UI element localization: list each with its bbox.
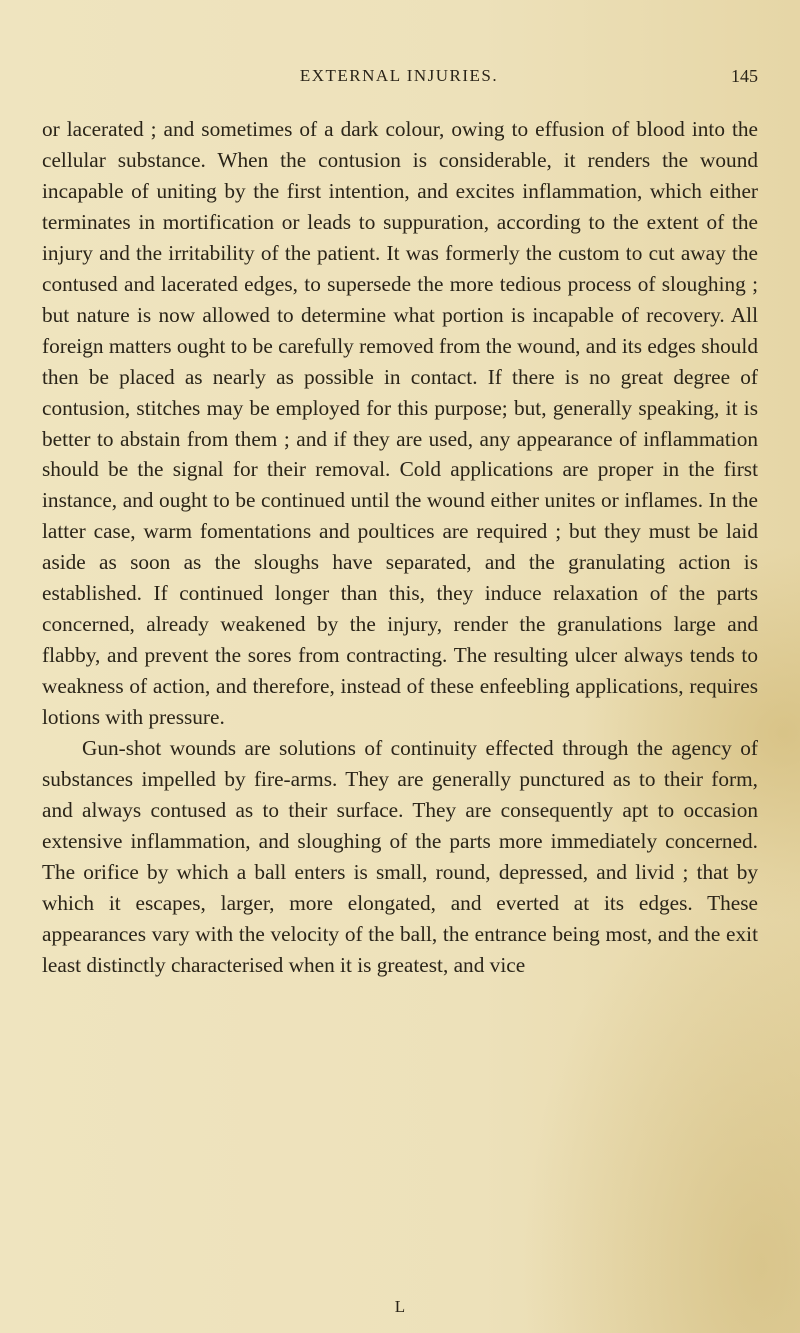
paragraph-2: Gun-shot wounds are solutions of continuity effected through the agency of substances impelled by fire-arms. They are generally punctured as to their form, and always contused as to their surface. They are consequently apt to occasion extensive inflammation, and sloughing of the parts more immediately concerned. The orifice by which a ball enters is small, round, depressed, and livid ; that by which it escapes, larger, more elongated, and everted at its edges. These appearances vary with the velocity of the ball, the entrance being most, and the exit least distinctly characterised when it is greatest, and vice	[42, 736, 758, 977]
signature-mark: L	[394, 1297, 406, 1316]
paragraph-1: or lacerated ; and sometimes of a dark colour, owing to effusion of blood into the cellular substance. When the contusion is considerable, it renders the wound incapable of uniting by the first intention, and excites inflammation, which either terminates in mortification or leads to suppuration, according to the extent of the injury and the irritability of the patient. It was formerly the custom to cut away the contused and lacerated edges, to supersede the more tedious process of sloughing ; but nature is now allowed to determine what portion is incapable of recovery. All foreign matters ought to be carefully removed from the wound, and its edges should then be placed as nearly as possible in contact. If there is no great degree of contusion, stitches may be employed for this purpose; but, generally speaking, it is better to abstain from them ; and if they are used, any appearance of inflammation should be the signal for their removal. Cold applications are proper in the first instance, and ought to be continued until the wound either unites or inflames. In the latter case, warm fomentations and poultices are required ; but they must be laid aside as soon as the sloughs have separated, and the granulating action is established. If continued longer than this, they induce relaxation of the parts concerned, already weakened by the injury, render the granulations large and flabby, and prevent the sores from contracting. The resulting ulcer always tends to weakness of action, and therefore, instead of these enfeebling applications, requires lotions with pressure.	[42, 117, 758, 730]
body-text	[42, 114, 758, 981]
running-title: EXTERNAL INJURIES.	[299, 66, 499, 85]
running-head	[40, 66, 758, 96]
page-number: 145	[731, 66, 758, 86]
